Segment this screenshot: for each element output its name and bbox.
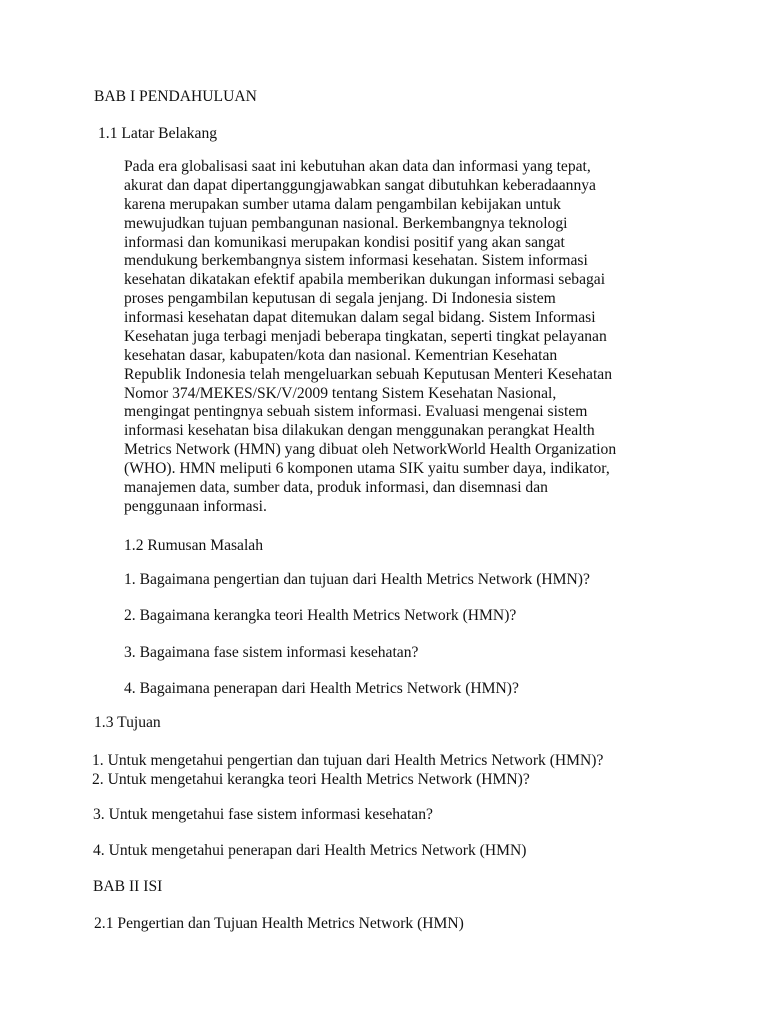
paragraph-line: informasi dan komunikasi merupakan kondisi positif yang akan sangat (124, 233, 565, 251)
section-1-3-heading: 1.3 Tujuan (94, 714, 161, 731)
paragraph-line: Kesehatan juga terbagi menjadi beberapa tingkatan, seperti tingkat pelayanan (124, 327, 607, 345)
paragraph-line: karena merupakan sumber utama dalam pengambilan kebijakan untuk (124, 195, 561, 213)
paragraph-line: akurat dan dapat dipertanggungjawabkan sangat dibutuhkan keberadaannya (124, 176, 596, 194)
paragraph-line: Metrics Network (HMN) yang dibuat oleh NetworkWorld Health Organization (124, 441, 617, 459)
paragraph-line: mengingat pentingnya sebuah sistem informasi. Evaluasi mengenai sistem (124, 403, 588, 421)
section-1-1-heading: 1.1 Latar Belakang (98, 125, 218, 142)
chapter-2-title: BAB II ISI (93, 878, 163, 895)
paragraph-line: (WHO). HMN meliputi 6 komponen utama SIK yaitu sumber daya, indikator, (124, 460, 610, 477)
paragraph-line: mewujudkan tujuan pembangunan nasional. Berkembangnya teknologi (124, 214, 568, 232)
paragraph-line: penggunaan informasi. (124, 497, 267, 515)
section-2-1-heading: 2.1 Pengertian dan Tujuan Health Metrics Network (HMN) (94, 915, 464, 932)
problem-item: 1. Bagaimana pengertian dan tujuan dari Health Metrics Network (HMN)? (124, 571, 590, 588)
paragraph-line: Nomor 374/MEKES/SK/V/2009 tentang Sistem Kesehatan Nasional, (124, 384, 557, 402)
paragraph-line: Pada era globalisasi saat ini kebutuhan akan data dan informasi yang tepat, (124, 158, 591, 175)
paragraph-line: informasi kesehatan bisa dilakukan dengan menggunakan perangkat Health (124, 422, 595, 440)
background-paragraph (124, 158, 684, 517)
paragraph-line: proses pengambilan keputusan di segala jenjang. Di Indonesia sistem (124, 290, 556, 308)
paragraph-line: manajemen data, sumber data, produk informasi, dan disemnasi dan (124, 478, 548, 496)
paragraph-line: kesehatan dikatakan efektif apabila memberikan dukungan informasi sebagai (124, 271, 606, 289)
paragraph-line: mendukung berkembangnya sistem informasi kesehatan. Sistem informasi (124, 252, 588, 270)
paragraph-line: kesehatan dasar, kabupaten/kota dan nasional. Kementrian Kesehatan (124, 346, 558, 364)
objective-item: 2. Untuk mengetahui kerangka teori Health Metrics Network (HMN)? (92, 771, 530, 788)
problem-item: 3. Bagaimana fase sistem informasi kesehatan? (124, 644, 419, 661)
objective-item: 3. Untuk mengetahui fase sistem informasi kesehatan? (93, 806, 433, 823)
section-1-2-heading: 1.2 Rumusan Masalah (124, 537, 264, 554)
paragraph-line: informasi kesehatan dapat ditemukan dalam segal bidang. Sistem Informasi (124, 309, 596, 326)
problem-item: 4. Bagaimana penerapan dari Health Metrics Network (HMN)? (124, 680, 519, 697)
paragraph-line: Republik Indonesia telah mengeluarkan sebuah Keputusan Menteri Kesehatan (124, 365, 613, 383)
objective-item: 4. Untuk mengetahui penerapan dari Health Metrics Network (HMN) (93, 842, 527, 859)
problem-item: 2. Bagaimana kerangka teori Health Metrics Network (HMN)? (124, 607, 517, 624)
objective-item: 1. Untuk mengetahui pengertian dan tujuan dari Health Metrics Network (HMN)? (92, 752, 604, 769)
chapter-1-title: BAB I PENDAHULUAN (94, 88, 257, 105)
